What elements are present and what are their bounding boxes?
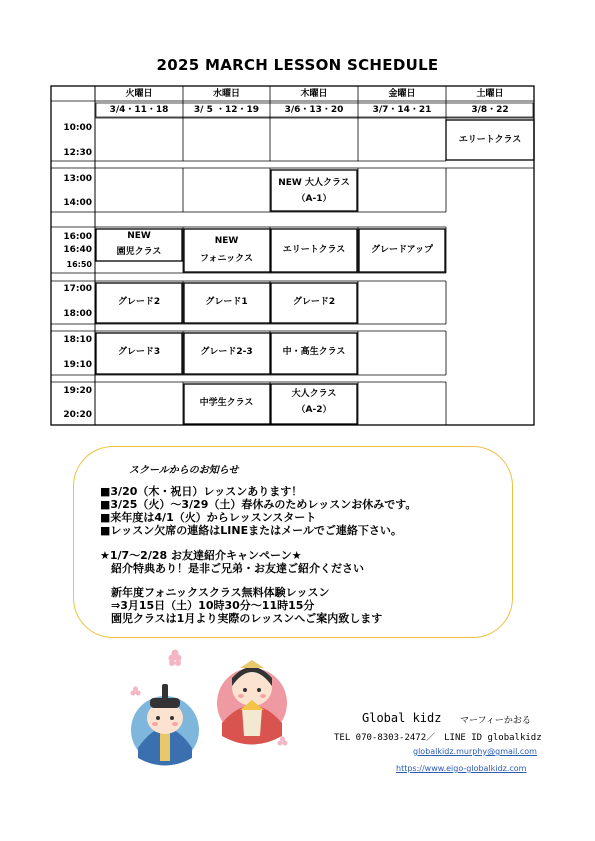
notice-line: 園児クラスは1月より実際のレッスンへご案内致します (100, 612, 383, 625)
email-link[interactable]: globalkidz.murphy@gmail.com (413, 747, 537, 756)
class-tue-kinder: 園児クラス (116, 247, 162, 257)
time-label: 20:20 (63, 410, 92, 420)
class-thu-adult-a1-code: （A-1） (296, 194, 332, 204)
day-header-sat: 土曜日 (476, 89, 504, 99)
time-label: 10:00 (63, 123, 92, 133)
website-link[interactable]: https://www.eigo-globalkidz.com (396, 764, 527, 773)
notice-box (73, 446, 513, 638)
day-header-wed: 水曜日 (212, 89, 240, 99)
time-label: 14:00 (63, 198, 92, 208)
class-wed-grade1: グレード1 (205, 297, 248, 307)
class-thu-adult-a2: 大人クラス (291, 389, 337, 399)
school-name: Global kidz (362, 711, 442, 725)
date-header-thu: 3/6・13・20 (284, 105, 344, 115)
class-tue-new: NEW (127, 231, 151, 241)
notice-line: ★1/7～2/28 お友達紹介キャンペーン★ (100, 549, 302, 562)
day-header-thu: 木曜日 (300, 89, 328, 99)
time-label: 12:30 (63, 148, 92, 158)
class-wed-phonics: フォニックス (199, 254, 254, 264)
contact-tel: TEL 070-8303-2472／ LINE ID globalkidz (334, 733, 542, 743)
notice-line: ■3/25（火）～3/29（土）春休みのためレッスンお休みです。 (100, 498, 417, 511)
class-thu-adult-a1: NEW 大人クラス (278, 178, 350, 188)
date-header-fri: 3/7・14・21 (372, 105, 432, 115)
time-label: 18:00 (63, 309, 92, 319)
time-label: 13:00 (63, 174, 92, 184)
notice-line: ■3/20（木・祝日）レッスンあります！ (100, 485, 303, 498)
class-thu-grade2: グレード2 (292, 297, 336, 307)
class-fri-gradeup: グレードアップ (370, 245, 434, 255)
notice-line: ■レッスン欠席の連絡はLINEまたはメールでご連絡下さい。 (100, 524, 402, 537)
time-label: 16:00 (63, 232, 92, 242)
class-thu-adult-a2-code: （A-2） (296, 405, 332, 415)
class-tue-grade2: グレード2 (117, 297, 161, 307)
class-wed-junior: 中学生クラス (199, 398, 254, 408)
notice-line: ■来年度は4/1（火）からレッスンスタート (100, 511, 317, 524)
notice-line: ⇒3月15日（土）10時30分～11時15分 (100, 599, 315, 612)
time-label: 19:20 (63, 386, 92, 396)
page-title: 2025 MARCH LESSON SCHEDULE (156, 56, 439, 74)
class-sat-elite: エリートクラス (458, 135, 522, 145)
time-label: 18:10 (63, 335, 92, 345)
hina-dolls-illustration (120, 648, 310, 773)
date-header-sat: 3/8・22 (471, 105, 509, 115)
class-tue-grade3: グレード3 (117, 347, 161, 357)
notice-line: 紹介特典あり！是非ご兄弟・お友達ご紹介ください (100, 562, 364, 575)
class-wed-grade2-3: グレード2-3 (200, 347, 253, 357)
time-label: 16:40 (63, 245, 92, 255)
contact-name: マーフィーかおる (460, 716, 531, 726)
date-header-wed: 3/ 5 ・12・19 (193, 105, 260, 115)
time-label: 16:50 (66, 260, 92, 269)
day-header-tue: 火曜日 (125, 89, 153, 99)
time-label: 17:00 (63, 284, 92, 294)
date-header-tue: 3/4・11・18 (109, 105, 169, 115)
notice-line: 新年度フォニックスクラス無料体験レッスン (100, 586, 330, 599)
time-label: 19:10 (63, 360, 92, 370)
class-wed-new: NEW (214, 236, 239, 246)
class-thu-high: 中・高生クラス (282, 347, 346, 357)
notice-title: スクールからのお知らせ (129, 465, 239, 476)
day-header-fri: 金曜日 (388, 89, 416, 99)
class-thu-elite: エリートクラス (282, 245, 346, 255)
